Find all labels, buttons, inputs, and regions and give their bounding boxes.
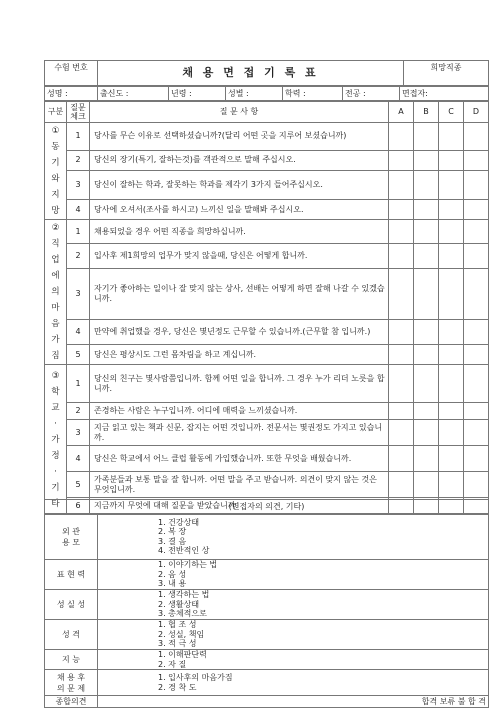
evaluation-row [45, 560, 489, 590]
grade-b-cell[interactable] [414, 123, 439, 151]
question-number: 2 [67, 403, 90, 420]
grade-b-cell[interactable] [414, 244, 439, 268]
grade-c-cell[interactable] [439, 150, 464, 170]
grade-d-cell[interactable] [464, 244, 489, 268]
section-label-char: ③ [51, 370, 60, 381]
criterion-option: 3. 총체적으로 [158, 609, 207, 619]
gender-field: 성별 : [226, 87, 283, 101]
major-field: 전공 : [343, 87, 400, 101]
section-label-char: 에 [51, 271, 60, 281]
question-table [44, 101, 488, 515]
grade-d-cell[interactable] [464, 446, 489, 472]
table-row [45, 220, 489, 244]
grade-b-cell[interactable] [414, 446, 439, 472]
question-text: 지금 읽고 있는 책과 신문, 잡지는 어떤 것입니까. 전문서는 몇권정도 가지고 있습니까. [90, 420, 389, 446]
table-row [45, 446, 489, 472]
criterion-option: 2. 생활상태 [158, 599, 200, 609]
grade-c-cell[interactable] [439, 220, 464, 244]
name-field: 성명 : [45, 87, 98, 101]
section-label-char: 망 [51, 206, 60, 216]
grade-a-cell[interactable] [389, 150, 414, 170]
criterion-option: 3. 적 극 성 [158, 639, 197, 649]
question-number: 1 [67, 123, 90, 151]
section-label-char: ① [51, 126, 60, 136]
grade-a-cell[interactable] [389, 403, 414, 420]
question-text: 존경하는 사람은 누구입니까. 어디에 매력을 느끼셨습니까. [90, 403, 389, 420]
question-number: 5 [67, 472, 90, 498]
question-number: 4 [67, 446, 90, 472]
section-label-char: 기 [51, 482, 60, 493]
grade-a-cell[interactable] [389, 244, 414, 268]
criterion-name: 지 능 [45, 650, 98, 670]
grade-b-cell[interactable] [414, 319, 439, 345]
criterion-options [98, 670, 489, 696]
table-row [45, 150, 489, 170]
table-row [45, 403, 489, 420]
grade-d-cell[interactable] [464, 268, 489, 319]
criterion-option: 1. 이해판단력 [158, 650, 207, 659]
exam-number-label: 수험 번호 [54, 63, 88, 72]
question-text: 당신은 학교에서 어느 클럽 활동에 가입했습니까. 또한 무엇을 배웠습니까. [90, 446, 389, 472]
section-label [45, 365, 67, 515]
final-opinion-label: 종합의견 [45, 696, 98, 708]
section-label-char: 직 [51, 239, 60, 249]
section-label-char: 가 [51, 434, 60, 445]
final-result-options[interactable]: 합격 보류 불 합 격 [98, 696, 489, 708]
table-row [45, 170, 489, 199]
criterion-options [98, 620, 489, 650]
grade-c-cell[interactable] [439, 200, 464, 220]
section-label-char: 동 [51, 142, 60, 152]
section-label-char: 음 [51, 319, 60, 329]
grade-c-cell[interactable] [439, 446, 464, 472]
criterion-name: 외 관 용 모 [45, 514, 98, 560]
grade-c-cell[interactable] [439, 472, 464, 498]
criterion-option: 2. 음 성 [158, 569, 187, 579]
grade-d-cell[interactable] [464, 170, 489, 199]
section-label-char: 마 [51, 303, 60, 313]
grade-c-cell[interactable] [439, 170, 464, 199]
grade-a-cell[interactable] [389, 319, 414, 345]
desired-job-label: 희망직종 [430, 63, 462, 72]
question-text: 자기가 좋아하는 일이나 잘 맞지 않는 상사, 선배는 어떻게 하면 잘해 나갈 수 있겠습니까. [90, 268, 389, 319]
grade-c-cell[interactable] [439, 365, 464, 403]
grade-d-cell[interactable] [464, 420, 489, 446]
grade-a-cell[interactable] [389, 200, 414, 220]
section-label-char: 기 [51, 158, 60, 168]
grade-c-cell[interactable] [439, 420, 464, 446]
question-number: 3 [67, 170, 90, 199]
grade-b-cell[interactable] [414, 220, 439, 244]
section-label-char: 학 [51, 386, 60, 397]
criterion-option: 4. 전반적인 상 [158, 546, 210, 555]
criterion-options [98, 560, 489, 590]
section-label-char: 와 [51, 174, 60, 184]
birthplace-field: 출신도 : [98, 87, 169, 101]
criterion-option: 1. 입사후의 마음가짐 [158, 673, 233, 682]
desired-job-cell [404, 61, 489, 86]
criterion-option: 3. 내 용 [158, 579, 187, 589]
table-row [45, 345, 489, 365]
section-label-char: · [54, 466, 57, 477]
grade-b-cell[interactable] [414, 170, 439, 199]
grade-b-header: B [414, 102, 439, 123]
grade-c-cell[interactable] [439, 268, 464, 319]
table-row [45, 365, 489, 403]
question-number: 2 [67, 244, 90, 268]
criterion-name: 성 실 성 [45, 590, 98, 620]
check-header: 질문 체크 [67, 102, 90, 123]
section-label-char: 짐 [51, 351, 60, 361]
grade-b-cell[interactable] [414, 345, 439, 365]
question-number: 1 [67, 220, 90, 244]
grade-a-cell[interactable] [389, 170, 414, 199]
criterion-option: 2. 경 착 도 [158, 682, 197, 692]
criterion-options [98, 650, 489, 670]
grade-a-cell[interactable] [389, 446, 414, 472]
table-row [45, 420, 489, 446]
grade-d-cell[interactable] [464, 365, 489, 403]
grade-c-cell[interactable] [439, 319, 464, 345]
grade-a-cell[interactable] [389, 472, 414, 498]
evaluation-row [45, 650, 489, 670]
grade-b-cell[interactable] [414, 420, 439, 446]
grade-b-cell[interactable] [414, 150, 439, 170]
criterion-option: 2. 복 장 [158, 527, 187, 536]
header [44, 60, 488, 86]
section-label-char: 가 [51, 335, 60, 345]
question-text: 당사를 무슨 이유로 선택하셨습니까?(달리 어떤 곳을 지루어 보셨습니까) [90, 123, 389, 151]
education-field: 학력 : [283, 87, 343, 101]
question-text: 당신이 잘하는 학과, 잘못하는 학과를 제각기 3가지 들어주십시오. [90, 170, 389, 199]
grade-d-cell[interactable] [464, 472, 489, 498]
grade-c-header: C [439, 102, 464, 123]
final-opinion-row [45, 696, 489, 708]
grade-c-cell[interactable] [439, 345, 464, 365]
grade-d-cell[interactable] [464, 220, 489, 244]
grade-a-header: A [389, 102, 414, 123]
page-title: 채 용 면 접 기 록 표 [182, 65, 319, 79]
grade-b-cell[interactable] [414, 365, 439, 403]
grade-c-cell[interactable] [439, 403, 464, 420]
grade-a-cell[interactable] [389, 420, 414, 446]
grade-d-cell[interactable] [464, 123, 489, 151]
question-number: 1 [67, 365, 90, 403]
section-label-char: 의 [51, 287, 60, 297]
grade-d-cell[interactable] [464, 200, 489, 220]
criterion-name: 채 용 후 의 문 제 [45, 670, 98, 696]
question-text: 당신은 평상시도 그런 몸차림을 하고 계십니까. [90, 345, 389, 365]
question-text: 가족분들과 보통 말을 잘 합니까. 어떤 말을 주고 받습니까. 의견이 맞지 않는 것은 무엇입니까. [90, 472, 389, 498]
grade-a-cell[interactable] [389, 365, 414, 403]
table-row [45, 268, 489, 319]
grade-b-cell[interactable] [414, 200, 439, 220]
section-label-char: 지 [51, 190, 60, 200]
category-header: 구분 [45, 102, 67, 123]
table-row [45, 244, 489, 268]
grade-b-cell[interactable] [414, 403, 439, 420]
criterion-option: 3. 결 음 [158, 536, 187, 546]
grade-d-header: D [464, 102, 489, 123]
evaluation-row [45, 514, 489, 560]
question-text: 당신의 친구는 몇사람쯤입니까. 함께 어떤 일을 합니까. 그 경우 누가 리더 노릇을 합니까. [90, 365, 389, 403]
evaluation-block [44, 499, 488, 708]
grade-a-cell[interactable] [389, 345, 414, 365]
question-text: 지금까지 무엇에 대해 질문을 받았습니까. [90, 498, 389, 515]
criterion-option: 1. 생각하는 법 [158, 590, 210, 600]
grade-d-cell[interactable] [464, 403, 489, 420]
question-number: 4 [67, 319, 90, 345]
section-label-char: 타 [51, 498, 60, 509]
opinion-heading: (면접자의 의견, 기타) [45, 500, 489, 514]
question-text: 당신의 장기(특기, 잘하는것)를 객관적으로 말해 주십시오. [90, 150, 389, 170]
section-label-char: 교 [51, 402, 60, 413]
criterion-name: 성 격 [45, 620, 98, 650]
criterion-option: 1. 협 조 성 [158, 620, 197, 630]
question-number: 3 [67, 420, 90, 446]
evaluation-row [45, 670, 489, 696]
question-number: 5 [67, 345, 90, 365]
criterion-options [98, 514, 489, 560]
section-label-char: 정 [51, 450, 60, 461]
section-label [45, 220, 67, 365]
title-cell [98, 61, 404, 86]
question-text: 채용되었을 경우 어떤 직종을 희망하십니까. [90, 220, 389, 244]
grade-a-cell[interactable] [389, 220, 414, 244]
question-text: 만약에 취업했을 경우, 당신은 몇년정도 근무할 수 있습니까.(근무할 참 입니까.) [90, 319, 389, 345]
grade-d-cell[interactable] [464, 319, 489, 345]
info-row [44, 86, 488, 101]
grade-a-cell[interactable] [389, 268, 414, 319]
question-number: 2 [67, 150, 90, 170]
grade-b-cell[interactable] [414, 472, 439, 498]
grade-c-cell[interactable] [439, 244, 464, 268]
section-label-char: · [54, 418, 57, 429]
question-number: 3 [67, 268, 90, 319]
grade-a-cell[interactable] [389, 123, 414, 151]
evaluation-row [45, 590, 489, 620]
table-row [45, 123, 489, 151]
criterion-option: 1. 이야기하는 법 [158, 560, 218, 570]
age-field: 년령 : [169, 87, 226, 101]
criterion-name: 표 현 력 [45, 560, 98, 590]
question-number: 4 [67, 200, 90, 220]
section-label-char: ② [51, 223, 60, 233]
table-row [45, 319, 489, 345]
question-text: 입사후 제1희망의 업무가 맞지 않을때, 당신은 어떻게 합니까. [90, 244, 389, 268]
table-row [45, 200, 489, 220]
grade-d-cell[interactable] [464, 345, 489, 365]
question-header: 질 문 사 항 [90, 102, 389, 123]
criterion-option: 1. 건강상태 [158, 517, 200, 527]
table-row [45, 472, 489, 498]
criterion-option: 2. 자 질 [158, 659, 187, 669]
exam-number-cell [45, 61, 98, 86]
question-text: 당사에 오셔서(조사를 하시고) 느끼신 일을 말해봐 주십시오. [90, 200, 389, 220]
grade-b-cell[interactable] [414, 268, 439, 319]
grade-c-cell[interactable] [439, 123, 464, 151]
grade-d-cell[interactable] [464, 150, 489, 170]
interviewer-field: 면접자: [400, 87, 489, 101]
section-label-char: 업 [51, 255, 60, 265]
criterion-options [98, 590, 489, 620]
evaluation-row [45, 620, 489, 650]
question-number: 6 [67, 498, 90, 515]
section-label [45, 123, 67, 220]
criterion-option: 2. 성실, 책임 [158, 629, 205, 639]
